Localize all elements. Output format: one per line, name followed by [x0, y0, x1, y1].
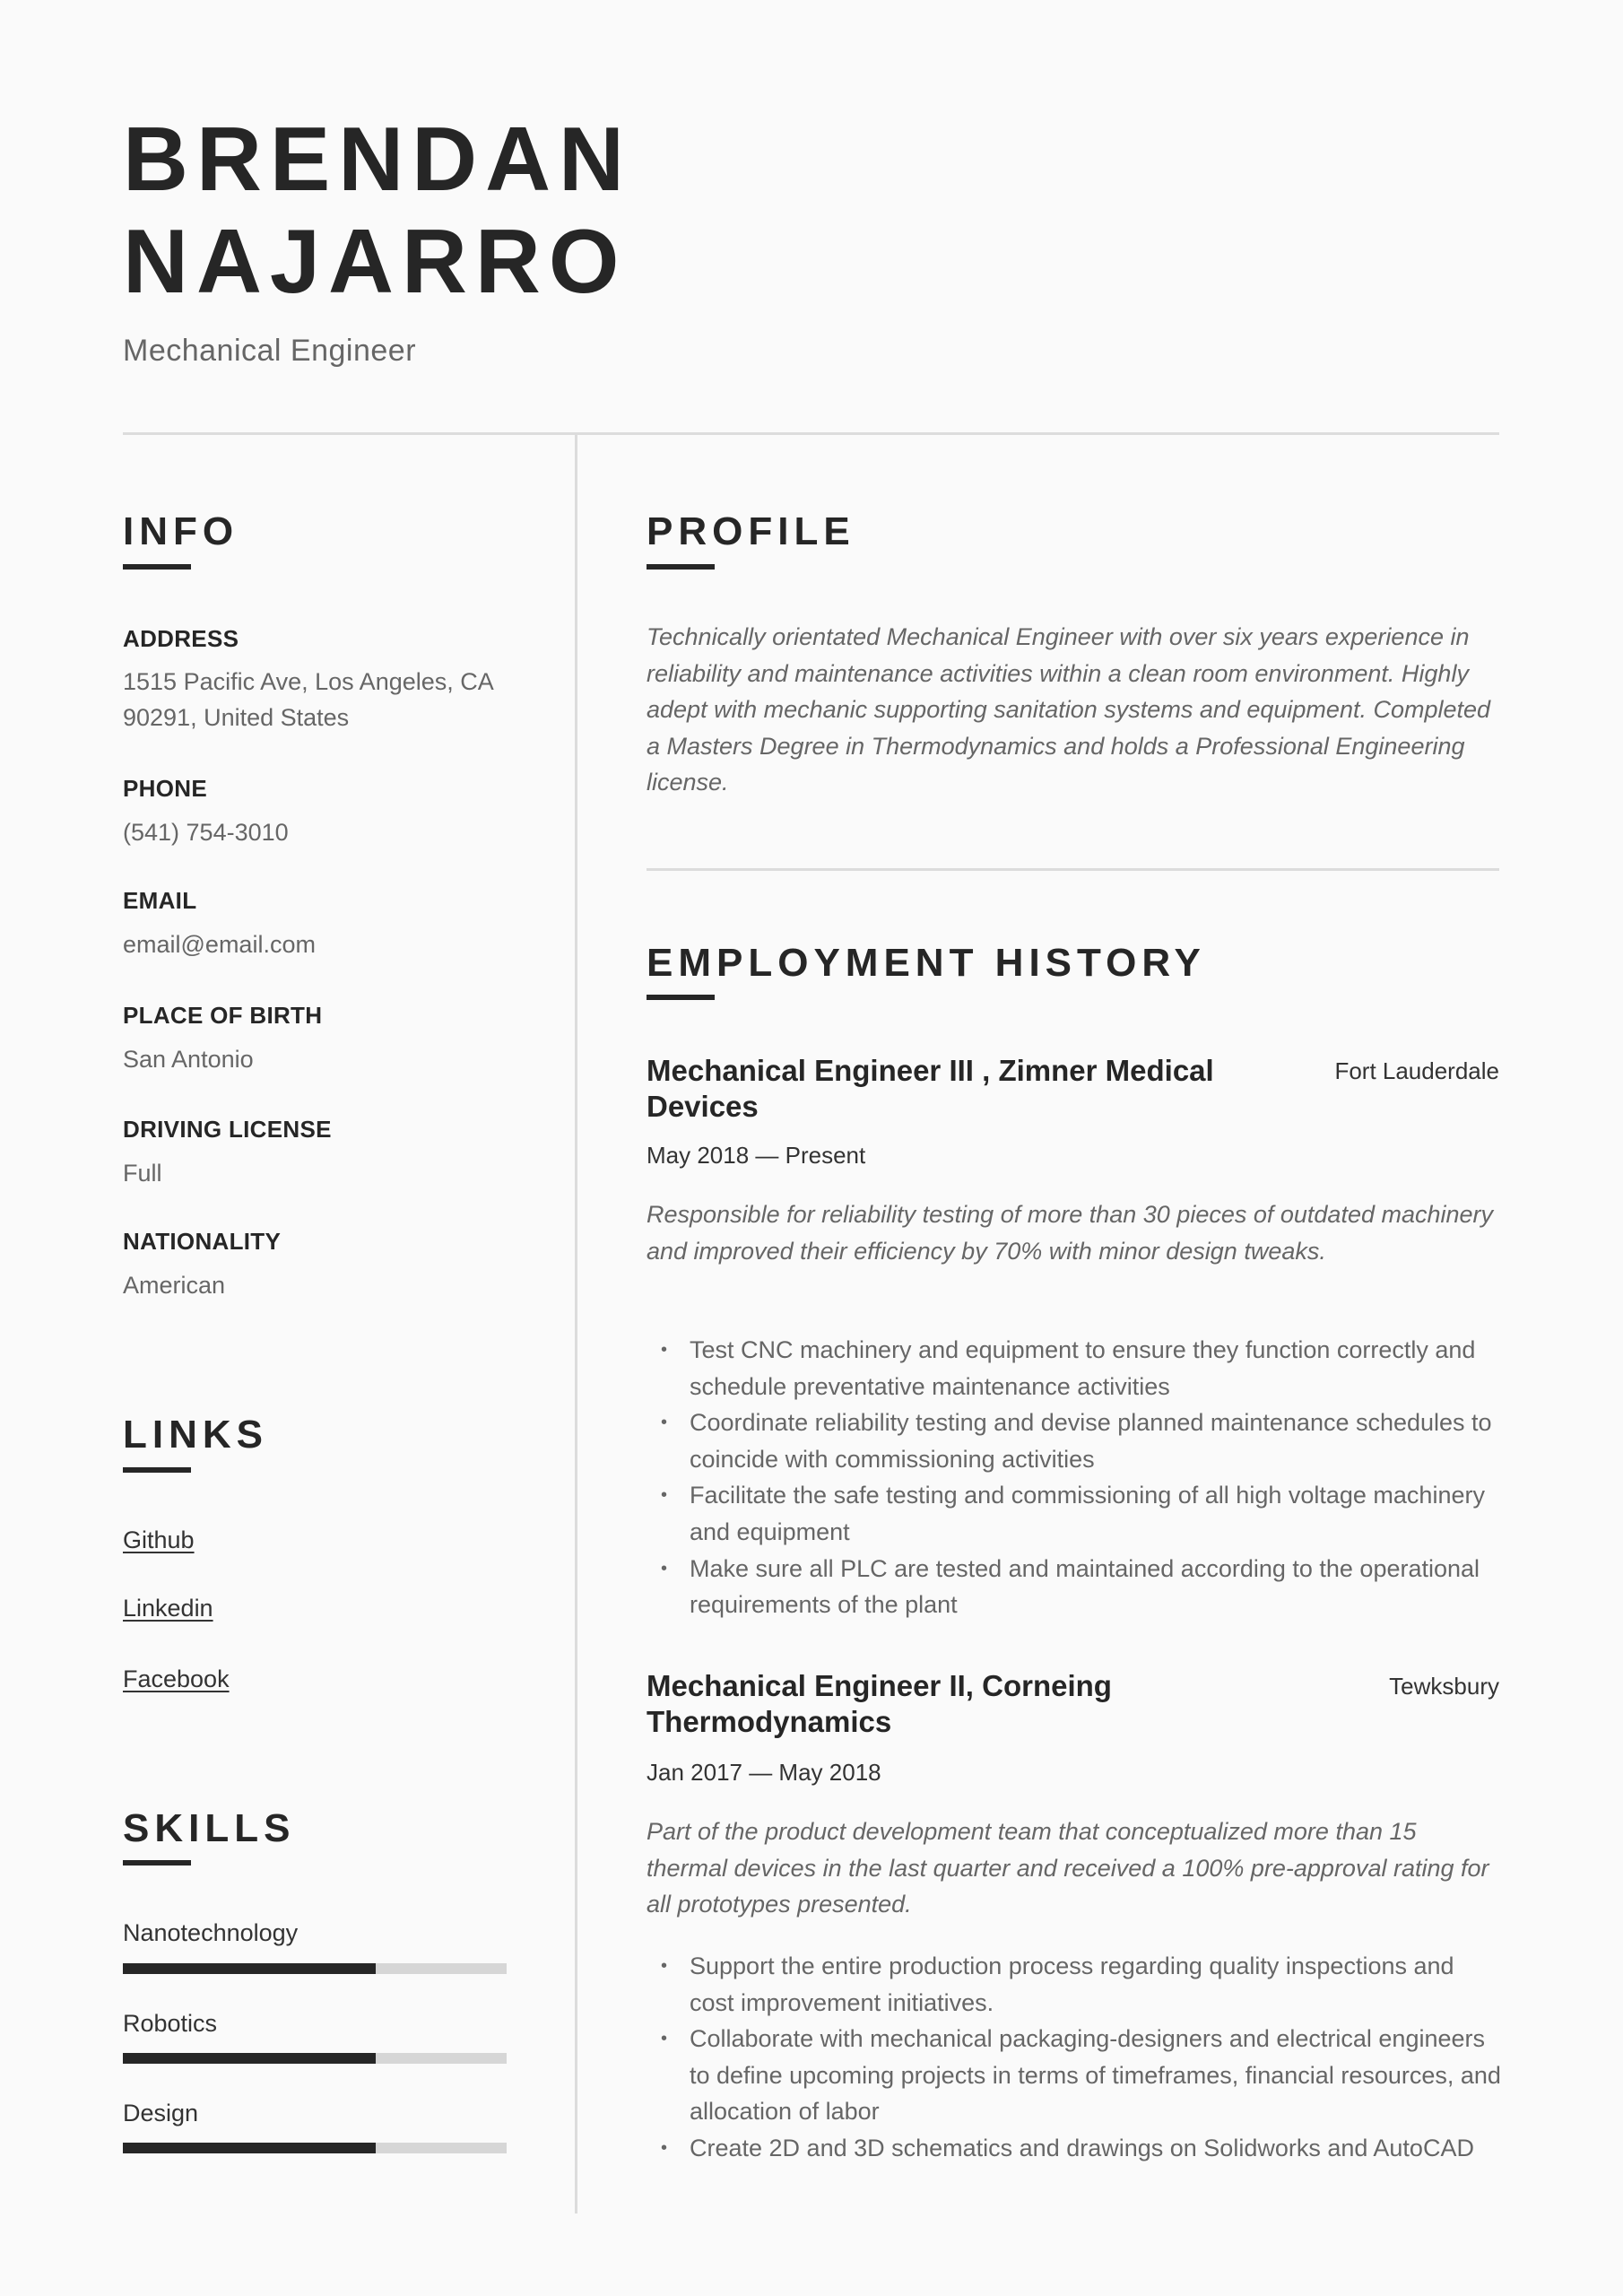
employment-heading: EMPLOYMENT HISTORY: [647, 941, 1206, 985]
skill-level-bar: [123, 1963, 507, 1974]
bullet-icon: •: [661, 2137, 668, 2158]
first-name: BRENDAN: [123, 109, 632, 210]
skill-level-fill: [123, 1963, 376, 1974]
links-heading-underline: [123, 1467, 191, 1473]
header-divider: [123, 432, 1499, 435]
job-bullet: • Coordinate reliability testing and devise planned maintenance schedules to coincide with commissioning activities: [647, 1405, 1503, 1477]
bullet-icon: •: [661, 2029, 668, 2049]
job-location: Fort Lauderdale: [1334, 1057, 1499, 1084]
job-description: Responsible for reliability testing of more than 30 pieces of outdated machinery and improved their efficiency by 70% with minor design tweaks.: [647, 1201, 1494, 1265]
job-bullet: • Make sure all PLC are tested and maintained according to the operational requirements of the plant: [647, 1551, 1503, 1623]
job-title: Mechanical Engineer III , Zimner Medical Devices: [647, 1054, 1214, 1123]
info-heading: INFO: [123, 509, 239, 553]
job-bullet: • Collaborate with mechanical packaging-designers and electrical engineers to define upcoming projects in terms of timeframes, financial resources, and allocation of labor: [647, 2021, 1503, 2130]
info-label: PHONE: [123, 775, 207, 802]
skill-level-fill: [123, 2053, 376, 2064]
skill-level-fill: [123, 2143, 376, 2153]
info-label: ADDRESS: [123, 625, 239, 652]
info-label: EMAIL: [123, 887, 197, 914]
job-bullets: [647, 1948, 1503, 2167]
info-heading-underline: [123, 564, 191, 570]
job-description: Part of the product development team that conceptualized more than 15 thermal devices in the last quarter and received a 100% pre-approval rating for all prototypes presented.: [647, 1818, 1489, 1918]
skill-name: Robotics: [123, 2010, 218, 2037]
employment-heading-underline: [647, 995, 715, 1000]
link-github[interactable]: Github: [123, 1526, 195, 1553]
last-name: NAJARRO: [123, 212, 628, 312]
bullet-icon: •: [661, 1558, 668, 1578]
skills-heading: SKILLS: [123, 1806, 296, 1850]
skill-level-bar: [123, 2143, 507, 2153]
column-divider: [575, 434, 577, 2213]
profile-heading-underline: [647, 564, 715, 570]
info-value: San Antonio: [123, 1046, 254, 1073]
job-bullet: • Support the entire production process regarding quality inspections and cost improvement initiatives.: [647, 1948, 1503, 2021]
info-label: NATIONALITY: [123, 1228, 282, 1255]
bullet-icon: •: [661, 1340, 668, 1360]
job-bullet: • Test CNC machinery and equipment to ensure they function correctly and schedule preventative maintenance activities: [647, 1332, 1503, 1405]
job-dates: Jan 2017 — May 2018: [647, 1759, 881, 1786]
job-bullet: • Create 2D and 3D schematics and drawings on Solidworks and AutoCAD: [647, 2130, 1503, 2167]
address-line-2: 90291, United States: [123, 704, 350, 731]
link-linkedin[interactable]: Linkedin: [123, 1595, 213, 1622]
info-value: [123, 664, 553, 735]
skill-level-bar: [123, 2053, 507, 2064]
skills-heading-underline: [123, 1860, 191, 1866]
bullet-icon: •: [661, 1956, 668, 1976]
info-label: PLACE OF BIRTH: [123, 1002, 323, 1029]
job-title: Mechanical Engineer II, Corneing Thermodynamics: [647, 1669, 1112, 1738]
job-dates: May 2018 — Present: [647, 1142, 866, 1169]
bullet-icon: •: [661, 1413, 668, 1433]
info-value: American: [123, 1272, 226, 1299]
link-facebook[interactable]: Facebook: [123, 1665, 230, 1692]
bullet-icon: •: [661, 1485, 668, 1506]
profile-summary: Technically orientated Mechanical Engineer with over six years experience in reliability and maintenance activities within a clean room environment. Highly adept with mechanic supporting sanitation systems and equipment. Completed a Masters Degree in Thermodynamics and holds a Professional Engineering license.: [647, 623, 1491, 796]
skill-name: Nanotechnology: [123, 1919, 299, 1946]
job-title-subtitle: Mechanical Engineer: [123, 334, 417, 368]
profile-divider: [647, 868, 1499, 871]
links-heading: LINKS: [123, 1413, 268, 1457]
job-location: Tewksbury: [1389, 1673, 1499, 1700]
info-value: (541) 754-3010: [123, 819, 289, 846]
profile-heading: PROFILE: [647, 509, 855, 553]
job-bullet: • Facilitate the safe testing and commissioning of all high voltage machinery and equipment: [647, 1477, 1503, 1550]
skill-name: Design: [123, 2100, 199, 2126]
address-line-1: 1515 Pacific Ave, Los Angeles, CA: [123, 668, 494, 695]
info-label: DRIVING LICENSE: [123, 1116, 332, 1143]
info-value: Full: [123, 1160, 162, 1187]
info-value: email@email.com: [123, 931, 316, 958]
job-bullets: [647, 1332, 1503, 1623]
